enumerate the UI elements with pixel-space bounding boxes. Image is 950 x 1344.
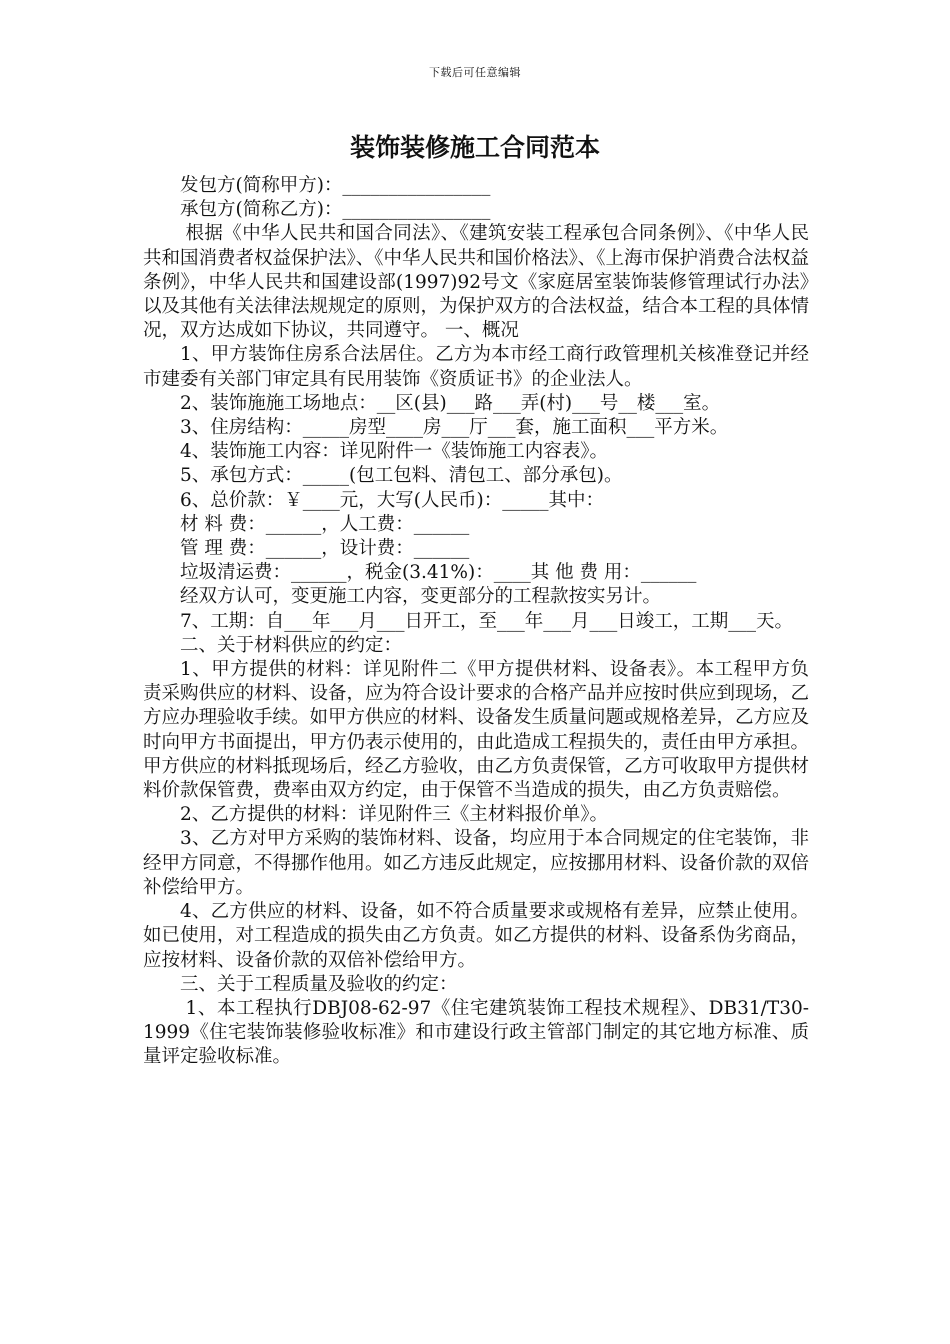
clause-2-1: 1、甲方提供的材料：详见附件二《甲方提供材料、设备表》。本工程甲方负责采购供应的材料、设备，应为符合设计要求的合格产品并应按时供应到现场，乙方应办理验收手续。如甲方供应的材料、设备发生质量问题或规格差异，乙方应及时向甲方书面提出，甲方仍表示使用的，由此造成工程损失的，责任由甲方承担。甲方供应的材料抵现场后，经乙方验收，由乙方负责保管，乙方可收取甲方提供材料价款保管费，费率由双方约定，由于保管不当造成的损失，由乙方负责赔偿。	[143, 659, 810, 802]
clause-1-7: 7、工期：自___年___月___日开工，至___年___月___日竣工，工期___天。	[180, 610, 794, 632]
clause-1-6: 6、总价款：￥____元，大写(人民币)：_____其中：	[180, 489, 604, 511]
clause-1-3: 3、住房结构：_____房型____房___厅___套，施工面积___平方米。	[180, 417, 729, 439]
fee-line-cleanup: 垃圾清运费：______，税金(3.41%)：____其 他 费 用：______	[180, 562, 697, 584]
preamble-paragraph: 根据《中华人民共和国合同法》、《建筑安装工程承包合同条例》、《中华人民共和国消费者权益保护法》、《中华人民共和国价格法》、《上海市保护消费合法权益条例》，中华人民共和国建设部(1997)92号文《家庭居室装饰装修管理试行办法》以及其他有关法律法规规定的原则，为保护双方的合法权益，结合本工程的具体情况，双方达成如下协议，共同遵守。 一、概况	[143, 223, 810, 342]
clause-1-2: 2、装饰施施工场地点：__区(县)___路___弄(村)___号__楼___室。	[180, 392, 721, 414]
party-b-line: 承包方(简称乙方)：________________	[180, 199, 491, 221]
clause-1-5: 5、承包方式：_____(包工包料、清包工、部分承包)。	[180, 465, 623, 487]
page-header: 下载后可任意编辑	[429, 66, 521, 79]
clause-2-2: 2、乙方提供的材料：详见附件三《主材料报价单》。	[180, 804, 609, 826]
section-2-heading: 二、关于材料供应的约定：	[180, 634, 403, 656]
section-3-heading: 三、关于工程质量及验收的约定：	[180, 973, 458, 995]
clause-2-4: 4、乙方供应的材料、设备，如不符合质量要求或规格有差异，应禁止使用。如已使用，对工程造成的损失由乙方负责。如乙方提供的材料、设备系伪劣商品，应按材料、设备价款的双倍补偿给甲方。	[143, 901, 810, 971]
change-note: 经双方认可，变更施工内容，变更部分的工程款按实另计。	[180, 586, 662, 608]
fee-line-materials: 材 料 费：______，人工费：______	[180, 513, 470, 535]
document-body	[143, 174, 809, 1070]
clause-3-1: 1、本工程执行DBJ08-62-97《住宅建筑装饰工程技术规程》、DB31/T30-1999《住宅装饰装修验收标准》和市建设行政主管部门制定的其它地方标准、质量评定验收标准。	[143, 997, 809, 1068]
document-title: 装饰装修施工合同范本	[349, 133, 600, 162]
fee-line-management: 管 理 费：______，设计费：______	[180, 538, 470, 560]
party-a-line: 发包方(简称甲方)：________________	[180, 175, 491, 196]
clause-1-1: 1、甲方装饰住房系合法居住。乙方为本市经工商行政管理机关核准登记并经市建委有关部门审定具有民用装饰《资质证书》的企业法人。	[143, 344, 809, 390]
clause-2-3: 3、乙方对甲方采购的装饰材料、设备，均应用于本合同规定的住宅装饰，非经甲方同意，不得挪作他用。如乙方违反此规定，应按挪用材料、设备价款的双倍补偿给甲方。	[143, 828, 810, 898]
clause-1-4: 4、装饰施工内容：详见附件一《装饰施工内容表》。	[180, 441, 609, 463]
